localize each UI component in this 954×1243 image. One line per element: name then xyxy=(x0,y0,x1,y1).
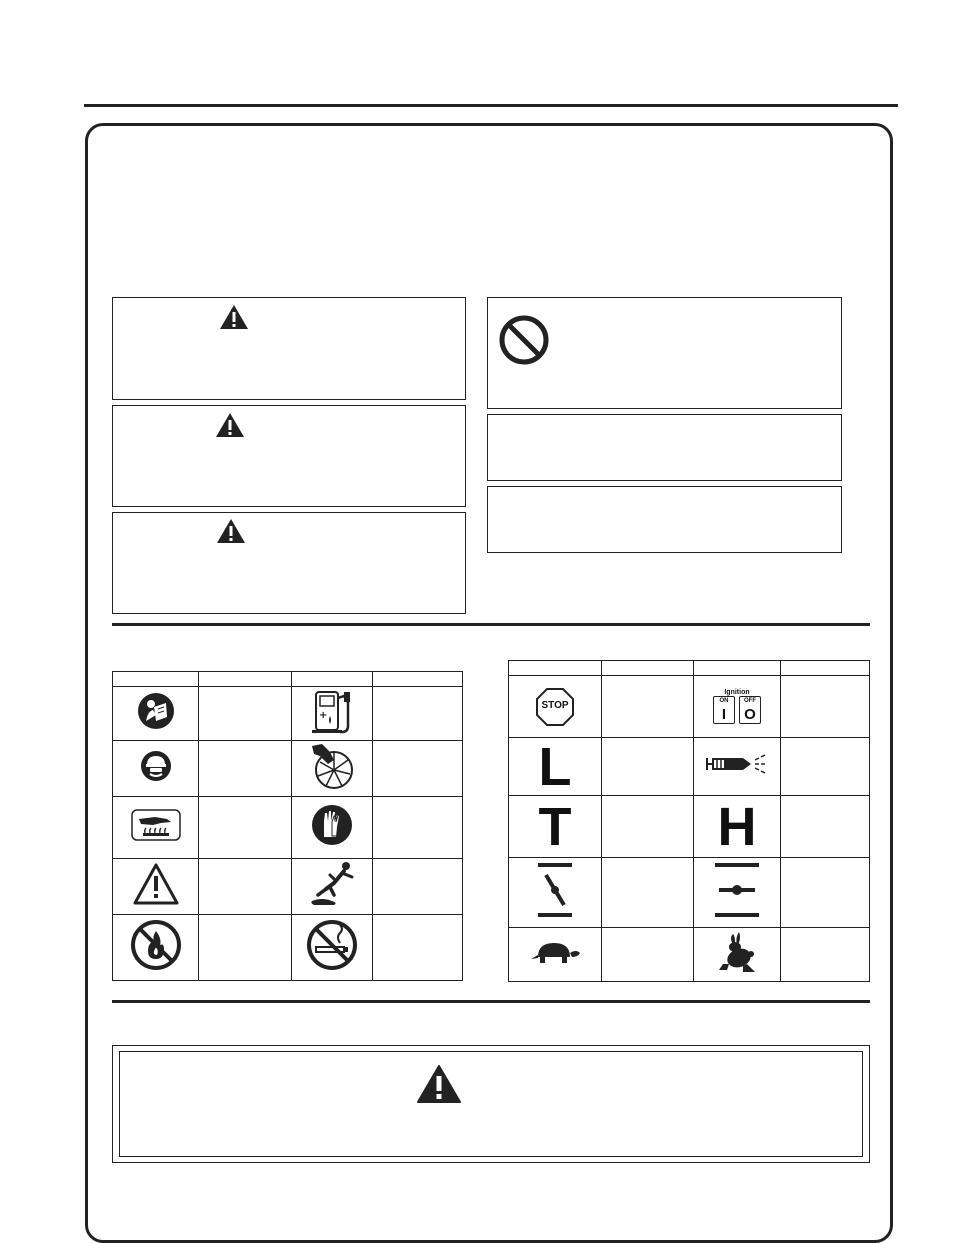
desc-cell xyxy=(602,796,694,858)
bottom-warning-inner xyxy=(119,1051,863,1157)
table-row xyxy=(509,796,870,858)
symbol-cell xyxy=(113,859,199,915)
table-row xyxy=(509,676,870,738)
off-label: OFF xyxy=(744,698,756,704)
blade-hand-hazard-icon xyxy=(308,742,356,790)
read-manual-icon xyxy=(136,691,176,731)
desc-cell xyxy=(781,858,870,928)
symbol-cell xyxy=(694,858,781,928)
warning-panel-3 xyxy=(112,512,466,614)
symbol-cell xyxy=(694,928,781,982)
desc-cell xyxy=(373,687,463,741)
prohibition-panel xyxy=(487,297,842,409)
symbol-cell xyxy=(509,928,602,982)
warning-triangle-icon xyxy=(215,412,245,438)
table-row xyxy=(509,928,870,982)
letter-t-symbol: T xyxy=(538,796,572,857)
symbol-cell xyxy=(509,676,602,738)
symbol-cell xyxy=(509,858,602,928)
desc-cell xyxy=(781,738,870,796)
header-cell xyxy=(781,661,870,676)
top-rule xyxy=(84,104,898,107)
table-row xyxy=(113,915,463,981)
left-symbol-table xyxy=(112,671,463,981)
desc-cell xyxy=(199,859,292,915)
symbol-cell xyxy=(694,738,781,796)
svg-text:+: + xyxy=(319,710,328,721)
symbol-cell xyxy=(113,687,199,741)
symbol-cell xyxy=(292,859,373,915)
desc-cell xyxy=(199,797,292,859)
table-row xyxy=(113,741,463,797)
header-cell xyxy=(199,672,292,687)
on-symbol: I xyxy=(721,706,727,723)
desc-cell xyxy=(781,928,870,982)
no-smoking-icon xyxy=(306,919,358,971)
right-symbol-table xyxy=(508,660,870,982)
symbol-cell xyxy=(694,796,781,858)
notice-panel-1 xyxy=(487,414,842,481)
warning-triangle-icon xyxy=(219,304,249,330)
header-cell xyxy=(602,661,694,676)
slip-hazard-icon xyxy=(308,861,356,907)
ignition-title: Ignition xyxy=(724,689,750,696)
gloves-icon xyxy=(310,803,354,847)
rabbit-fast-icon xyxy=(717,930,757,974)
symbol-cell xyxy=(113,797,199,859)
warning-triangle-icon xyxy=(132,862,180,906)
symbol-cell xyxy=(113,915,199,981)
header-cell xyxy=(509,661,602,676)
table-header-row xyxy=(509,661,870,676)
on-label: ON xyxy=(719,698,729,704)
letter-l-symbol: L xyxy=(538,736,572,797)
warning-triangle-icon xyxy=(416,1064,462,1104)
symbol-cell xyxy=(292,741,373,797)
desc-cell xyxy=(602,858,694,928)
table-row xyxy=(113,859,463,915)
header-cell xyxy=(373,672,463,687)
symbol-cell xyxy=(292,915,373,981)
choke-closed-icon xyxy=(532,861,578,919)
desc-cell xyxy=(602,928,694,982)
turtle-slow-icon xyxy=(528,939,582,965)
desc-cell xyxy=(781,796,870,858)
table-row xyxy=(509,738,870,796)
table-header-row xyxy=(113,672,463,687)
desc-cell xyxy=(199,741,292,797)
desc-cell xyxy=(781,676,870,738)
desc-cell xyxy=(602,738,694,796)
hot-surface-icon xyxy=(131,809,181,841)
desc-cell xyxy=(373,915,463,981)
fuel-pump-icon xyxy=(310,688,354,734)
warning-panel-1 xyxy=(112,297,466,400)
no-open-flame-icon xyxy=(130,919,182,971)
ignition-on-switch xyxy=(713,696,735,724)
notice-panel-2 xyxy=(487,486,842,553)
warning-panel-2 xyxy=(112,405,466,507)
desc-cell xyxy=(199,687,292,741)
section-rule xyxy=(112,623,870,626)
header-cell xyxy=(694,661,781,676)
desc-cell xyxy=(199,915,292,981)
table-row xyxy=(509,858,870,928)
symbol-cell xyxy=(113,741,199,797)
ignition-off-switch xyxy=(739,696,761,724)
off-symbol: O xyxy=(744,706,756,723)
symbol-cell xyxy=(292,797,373,859)
stop-label: STOP xyxy=(541,699,569,711)
prohibition-icon xyxy=(498,314,550,366)
choke-open-icon xyxy=(711,861,763,919)
ignition-switch-icon xyxy=(694,689,780,724)
desc-cell xyxy=(373,741,463,797)
desc-cell xyxy=(373,859,463,915)
symbol-cell xyxy=(292,687,373,741)
table-row xyxy=(113,797,463,859)
desc-cell xyxy=(373,797,463,859)
table-row xyxy=(113,687,463,741)
primer-spray-icon xyxy=(705,754,769,774)
letter-h-symbol: H xyxy=(717,796,757,857)
stop-sign-icon xyxy=(535,687,575,727)
section-rule xyxy=(112,1000,870,1003)
safety-helmet-icon xyxy=(139,749,173,783)
warning-triangle-icon xyxy=(216,518,246,544)
symbol-cell xyxy=(509,738,602,796)
header-cell xyxy=(292,672,373,687)
symbol-cell xyxy=(694,676,781,738)
header-cell xyxy=(113,672,199,687)
bottom-warning-outer xyxy=(112,1045,870,1163)
desc-cell xyxy=(602,676,694,738)
symbol-cell xyxy=(509,796,602,858)
